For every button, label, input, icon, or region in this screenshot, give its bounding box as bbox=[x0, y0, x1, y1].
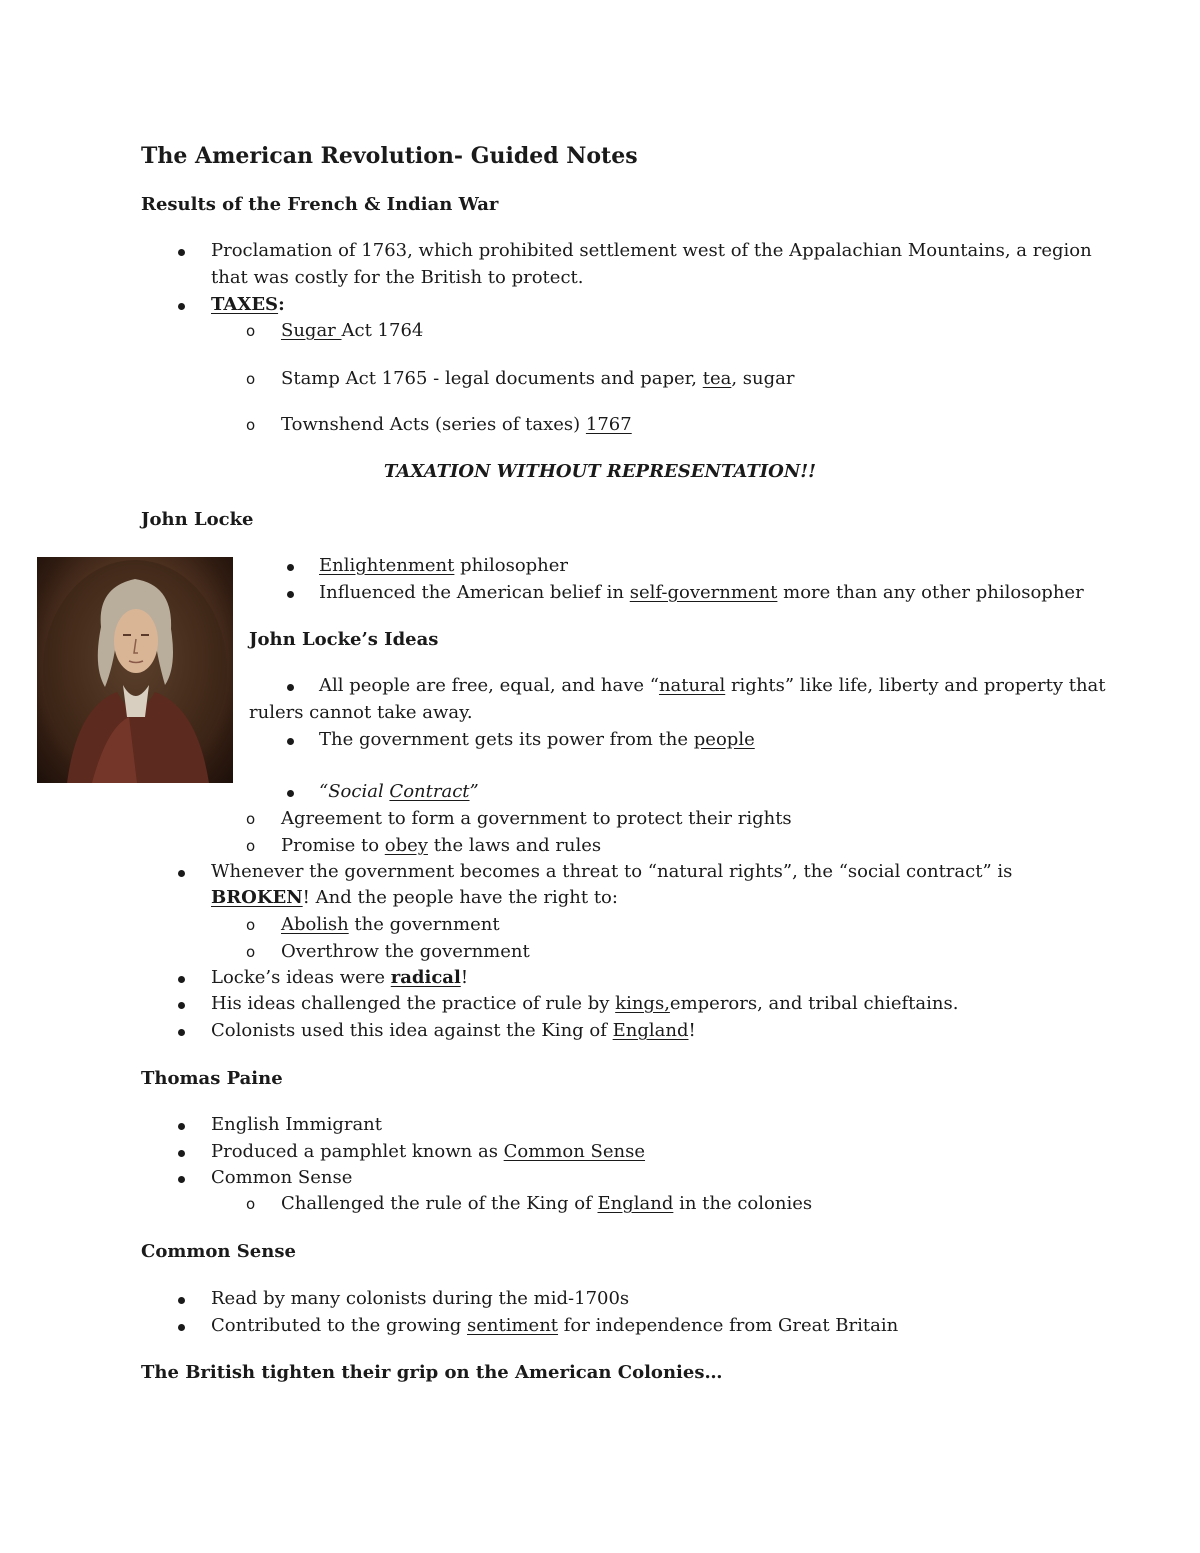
bullet-point bbox=[178, 1150, 185, 1157]
taxes-label: TAXES bbox=[211, 294, 279, 315]
people-underlined: people bbox=[693, 729, 755, 750]
natural-underlined: natural bbox=[658, 675, 726, 696]
sugar-rest: Act 1764 bbox=[341, 320, 424, 341]
sentiment-pre: Contributed to the growing bbox=[211, 1315, 467, 1336]
bullet-point bbox=[178, 249, 185, 256]
kings-underlined: kings, bbox=[615, 993, 670, 1014]
bullet-point bbox=[178, 1002, 185, 1009]
whenever-line-2 bbox=[211, 887, 618, 909]
kings-pre: His ideas challenged the practice of rule by bbox=[211, 993, 616, 1014]
common-sense-item: Common Sense bbox=[211, 1167, 353, 1188]
subheading-locke-ideas: John Locke’s Ideas bbox=[249, 629, 439, 650]
section-heading-french-indian-war: Results of the French & Indian War bbox=[141, 194, 499, 215]
self-government-post: more than any other philosopher bbox=[777, 582, 1084, 603]
sub-bullet-marker: o bbox=[246, 837, 256, 855]
bullet-point bbox=[287, 738, 294, 745]
england-underlined: England bbox=[597, 1193, 674, 1214]
page-title: The American Revolution- Guided Notes bbox=[141, 143, 638, 169]
government-power-item bbox=[319, 729, 755, 751]
proclamation-line-1: Proclamation of 1763, which prohibited settlement west of the Appalachian Mountains, a region bbox=[211, 240, 1092, 261]
sub-bullet-marker: o bbox=[246, 1195, 256, 1213]
taxes-item bbox=[211, 294, 285, 316]
sub-bullet-marker: o bbox=[246, 810, 256, 828]
pamphlet-pre: Produced a pamphlet known as bbox=[211, 1141, 504, 1162]
townshend-acts-item bbox=[281, 414, 632, 436]
section-heading-british-grip: The British tighten their grip on the American Colonies… bbox=[141, 1362, 723, 1383]
whenever-line-1: Whenever the government becomes a threat to “natural rights”, the “social contract” is bbox=[211, 861, 1013, 882]
obey-underlined: obey bbox=[384, 835, 428, 856]
bullet-point bbox=[178, 303, 185, 310]
section-heading-common-sense: Common Sense bbox=[141, 1241, 296, 1262]
townshend-text: Townshend Acts (series of taxes) bbox=[281, 414, 586, 435]
abolish-underlined: Abolish bbox=[281, 914, 349, 935]
john-locke-portrait bbox=[37, 557, 233, 783]
england-pre: Colonists used this idea against the King of bbox=[211, 1020, 613, 1041]
sugar-act-item bbox=[281, 320, 423, 342]
common-sense-underlined: Common Sense bbox=[503, 1141, 646, 1162]
bullet-point bbox=[287, 564, 294, 571]
sub-bullet-marker: o bbox=[246, 416, 256, 434]
obey-pre: Promise to bbox=[281, 835, 385, 856]
enlightenment-item bbox=[319, 555, 568, 577]
self-government-underlined: self-government bbox=[629, 582, 778, 603]
portrait-drawing bbox=[37, 557, 233, 783]
social-contract-item bbox=[319, 781, 479, 803]
social-contract-post: ” bbox=[469, 781, 479, 802]
stamp-act-item bbox=[281, 368, 795, 390]
enlightenment-underlined: Enlightenment bbox=[319, 555, 455, 576]
enlightenment-rest: philosopher bbox=[454, 555, 569, 576]
england-underlined: England bbox=[612, 1020, 689, 1041]
sentiment-underlined: sentiment bbox=[467, 1315, 559, 1336]
tea-underlined: tea bbox=[702, 368, 732, 389]
obey-item bbox=[281, 835, 601, 857]
sugar-underlined: Sugar bbox=[281, 320, 342, 341]
self-government-pre: Influenced the American belief in bbox=[319, 582, 630, 603]
natural-rights-post: rights” like life, liberty and property that bbox=[725, 675, 1106, 696]
challenged-post: in the colonies bbox=[673, 1193, 813, 1214]
kings-post: emperors, and tribal chieftains. bbox=[669, 993, 959, 1014]
bullet-point bbox=[178, 1029, 185, 1036]
sentiment-post: for independence from Great Britain bbox=[558, 1315, 899, 1336]
read-by-colonists-item: Read by many colonists during the mid-1700s bbox=[211, 1288, 630, 1309]
overthrow-item: Overthrow the government bbox=[281, 941, 530, 962]
sub-bullet-marker: o bbox=[246, 916, 256, 934]
radical-post: ! bbox=[460, 967, 469, 988]
contract-underlined: Contract bbox=[389, 781, 470, 802]
abolish-item bbox=[281, 914, 500, 936]
challenged-pre: Challenged the rule of the King of bbox=[281, 1193, 598, 1214]
challenged-king-item bbox=[281, 1193, 812, 1215]
natural-rights-line-2: rulers cannot take away. bbox=[249, 702, 473, 723]
natural-rights-pre: All people are free, equal, and have “ bbox=[319, 675, 659, 696]
abolish-post: the government bbox=[348, 914, 500, 935]
england-item bbox=[211, 1020, 696, 1042]
bullet-point bbox=[178, 976, 185, 983]
bullet-point bbox=[287, 591, 294, 598]
bullet-point bbox=[178, 1123, 185, 1130]
sub-bullet-marker: o bbox=[246, 943, 256, 961]
section-heading-thomas-paine: Thomas Paine bbox=[141, 1068, 283, 1089]
english-immigrant-item: English Immigrant bbox=[211, 1114, 383, 1135]
natural-rights-line-1 bbox=[319, 675, 1106, 697]
taxes-colon: : bbox=[278, 294, 285, 315]
sentiment-item bbox=[211, 1315, 898, 1337]
sub-bullet-marker: o bbox=[246, 322, 256, 340]
bullet-point bbox=[178, 870, 185, 877]
bullet-point bbox=[287, 790, 294, 797]
obey-post: the laws and rules bbox=[427, 835, 602, 856]
radical-pre: Locke’s ideas were bbox=[211, 967, 391, 988]
section-heading-john-locke: John Locke bbox=[141, 509, 254, 530]
pamphlet-item bbox=[211, 1141, 645, 1163]
government-power-pre: The government gets its power from the bbox=[319, 729, 694, 750]
broken-emphasis: BROKEN bbox=[211, 887, 303, 908]
self-government-item bbox=[319, 582, 1084, 604]
social-contract-pre: “Social bbox=[319, 781, 390, 802]
taxation-slogan: TAXATION WITHOUT REPRESENTATION!! bbox=[383, 461, 817, 482]
proclamation-line-2: that was costly for the British to protect. bbox=[211, 267, 584, 288]
bullet-point bbox=[178, 1176, 185, 1183]
stamp-act-tail: , sugar bbox=[731, 368, 795, 389]
sub-bullet-marker: o bbox=[246, 370, 256, 388]
bullet-point bbox=[287, 684, 294, 691]
bullet-point bbox=[178, 1324, 185, 1331]
radical-item bbox=[211, 967, 468, 989]
england-post: ! bbox=[688, 1020, 696, 1041]
kings-item bbox=[211, 993, 958, 1015]
whenever-line-2-rest: ! And the people have the right to: bbox=[302, 887, 618, 908]
stamp-act-text: Stamp Act 1765 - legal documents and paper, bbox=[281, 368, 703, 389]
year-underlined: 1767 bbox=[585, 414, 632, 435]
agreement-item: Agreement to form a government to protect their rights bbox=[281, 808, 792, 829]
radical-emphasis: radical bbox=[390, 967, 461, 988]
bullet-point bbox=[178, 1297, 185, 1304]
